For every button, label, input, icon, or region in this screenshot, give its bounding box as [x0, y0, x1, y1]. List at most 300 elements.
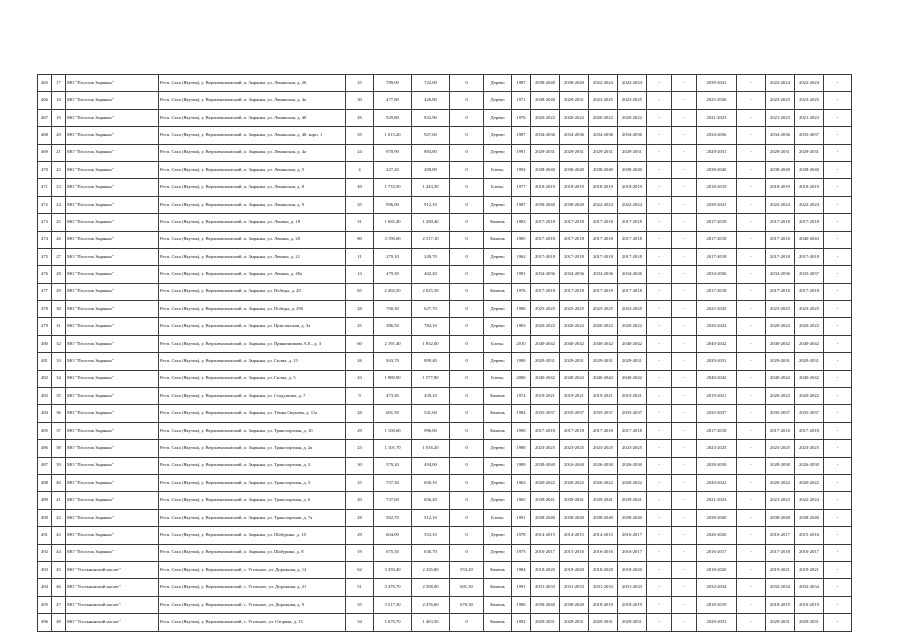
table-cell: 2010 [512, 335, 531, 352]
table-row [38, 214, 852, 231]
table-cell: 2017-2018 [795, 248, 824, 265]
table-cell: Дерево [484, 109, 512, 126]
table-cell: 2029-2031 [531, 353, 560, 370]
table-cell: 2029-2031 [589, 614, 618, 631]
table-cell: 2039-2041 [589, 492, 618, 509]
table-cell: Респ. Саха (Якутия), у. Верхнеколымский, п. Зырянка, ул. Ленина, д. 21 [159, 248, 346, 265]
table-cell: Респ. Саха (Якутия), у. Верхнеколымский, п. Зырянка, ул. Победы, д. 20 [159, 283, 346, 300]
table-cell: 630,70 [412, 544, 450, 561]
table-cell: 2023-2025 [531, 440, 560, 457]
table-cell: 2017-2018 [531, 231, 560, 248]
table-cell: - [824, 474, 852, 491]
table-cell: 2017-2018 [766, 231, 795, 248]
table-cell: Респ. Саха (Якутия), у. Верхнеколымский, п. Зырянка, ул. Победы, д. 29б [159, 301, 346, 318]
table-cell: - [737, 161, 766, 178]
table-cell: 34 [52, 370, 66, 387]
table-cell: - [672, 353, 697, 370]
table-cell: 1988 [512, 301, 531, 318]
table-cell: - [824, 248, 852, 265]
table-cell: 2020-2022 [766, 318, 795, 335]
table-cell: 31 [52, 318, 66, 335]
table-cell: - [647, 353, 672, 370]
table-row [38, 370, 852, 387]
table-row [38, 231, 852, 248]
table-cell: 2017-2018 [531, 248, 560, 265]
table-cell: 627,70 [412, 301, 450, 318]
table-row [38, 335, 852, 352]
table-cell: - [737, 75, 766, 92]
table-cell: 2019-2021 [589, 388, 618, 405]
table-cell: 0 [450, 283, 484, 300]
table-cell: 0 [450, 422, 484, 439]
table-cell: - [672, 109, 697, 126]
table-cell: 494 [38, 579, 52, 596]
table-cell: - [647, 318, 672, 335]
table-cell: 2015-2016 [795, 527, 824, 544]
table-cell: 2040-2043 [795, 231, 824, 248]
table-cell: 2026-2026 [697, 527, 737, 544]
table-cell: Дерево [484, 127, 512, 144]
table-cell: 488 [38, 474, 52, 491]
table-row [38, 388, 852, 405]
table-cell: 2029-2031 [795, 144, 824, 161]
table-cell: МО "Поселок Зырянка" [66, 422, 159, 439]
table-cell: - [824, 440, 852, 457]
table-cell: 18 [52, 92, 66, 109]
table-cell: - [647, 440, 672, 457]
table-cell: 24 [346, 144, 374, 161]
table-cell: 2016-2017 [531, 544, 560, 561]
table-cell: 1989 [512, 457, 531, 474]
table-cell: - [672, 92, 697, 109]
table-cell: 2040-2042 [697, 370, 737, 387]
table-cell: Респ. Саха (Якутия), у. Верхнеколымский, с. Угольное, ул. Оторвая, д. 15 [159, 614, 346, 631]
table-cell: 478 [38, 301, 52, 318]
table-cell: МО "Угольнинский наслег" [66, 614, 159, 631]
table-cell: 2031-2033 [589, 579, 618, 596]
table-cell: 2 476,60 [412, 596, 450, 613]
table-cell: 722,00 [412, 75, 450, 92]
table-cell: МО "Поселок Зырянка" [66, 283, 159, 300]
table-cell: 2038-2040 [531, 457, 560, 474]
table-cell: 0 [450, 370, 484, 387]
table-cell: 2017-2018 [618, 231, 647, 248]
table-cell: 2017-2018 [560, 422, 589, 439]
table-cell: Респ. Саха (Якутия), у. Верхнеколымский, с. Угольное, ул. Дорожная, д. 9 [159, 596, 346, 613]
table-cell: - [672, 161, 697, 178]
table-cell: 2021-2023 [697, 109, 737, 126]
table-row [38, 109, 852, 126]
table-cell: 1991 [512, 144, 531, 161]
table-cell: 2034-2036 [618, 127, 647, 144]
table-cell: 2039-2041 [560, 492, 589, 509]
table-cell: 2038-2040 [531, 509, 560, 526]
table-cell: МО "Поселок Зырянка" [66, 457, 159, 474]
table-cell: 2034-2036 [531, 266, 560, 283]
table-cell: 2017-2018 [531, 283, 560, 300]
table-cell: 1 577,80 [412, 370, 450, 387]
table-cell: 2020-2022 [618, 474, 647, 491]
table-cell: 2026-2030 [618, 457, 647, 474]
table-cell: 2029-2031 [531, 144, 560, 161]
table-cell: - [672, 492, 697, 509]
table-cell: МО "Угольнинский наслег" [66, 561, 159, 578]
table-cell: - [824, 75, 852, 92]
table-cell: - [672, 75, 697, 92]
table-cell: - [672, 388, 697, 405]
table-cell: 30 [52, 301, 66, 318]
table-cell: 2034-2036 [589, 266, 618, 283]
table-cell: 2038-2040 [531, 75, 560, 92]
table-cell: - [647, 301, 672, 318]
table-row [38, 127, 852, 144]
table-cell: 2038-2040 [589, 161, 618, 178]
table-cell: 675,50 [374, 544, 412, 561]
table-cell: - [737, 144, 766, 161]
table-cell: Респ. Саха (Якутия), у. Верхнеколымский, п. Зырянка, ул. Тёмна Окунева, д. 11а [159, 405, 346, 422]
table-cell: 553,20 [450, 561, 484, 578]
table-cell: 2031-2033 [531, 579, 560, 596]
table-cell: 502,70 [374, 509, 412, 526]
table-cell: 35 [346, 196, 374, 213]
table-cell: Камень [484, 388, 512, 405]
table-cell: 476 [38, 266, 52, 283]
table-cell: - [647, 544, 672, 561]
table-cell: 2040-2042 [560, 335, 589, 352]
table-cell: 1990 [512, 422, 531, 439]
table-cell: 279,10 [374, 248, 412, 265]
table-cell: - [737, 527, 766, 544]
table-cell: 2017-2018 [618, 422, 647, 439]
table-cell: 2035-2037 [560, 405, 589, 422]
table-cell: 467 [38, 109, 52, 126]
table-cell: 30 [346, 92, 374, 109]
table-cell: 1983 [512, 214, 531, 231]
table-cell: 1962 [512, 248, 531, 265]
table-cell: 2021-2023 [766, 492, 795, 509]
table-cell: Респ. Саха (Якутия), у. Верхнеколымский, п. Зырянка, ул. Силиа, д. 5 [159, 370, 346, 387]
table-cell: Камень [484, 422, 512, 439]
table-cell: 832,90 [412, 109, 450, 126]
table-cell: Дерево [484, 527, 512, 544]
table-cell: МО "Поселок Зырянка" [66, 248, 159, 265]
table-cell: 1963 [512, 474, 531, 491]
table-cell: - [672, 474, 697, 491]
table-cell: 2040-2042 [531, 335, 560, 352]
table-cell: 3 517,30 [374, 596, 412, 613]
table-cell: 0 [450, 457, 484, 474]
table-cell: 0 [450, 440, 484, 457]
table-cell: Камень [484, 231, 512, 248]
table-cell: 1971 [512, 92, 531, 109]
table-cell: 601,50 [374, 405, 412, 422]
table-cell: 492 [38, 544, 52, 561]
table-cell: 477 [38, 283, 52, 300]
table-cell: - [672, 144, 697, 161]
table-cell: Камень [484, 214, 512, 231]
table-cell: 25 [52, 214, 66, 231]
table-cell: 737,60 [374, 492, 412, 509]
table-cell: 2018-2019 [531, 179, 560, 196]
table-cell: - [672, 457, 697, 474]
table-cell: 2038-2040 [531, 161, 560, 178]
table-cell: 2029-2031 [618, 353, 647, 370]
table-cell: МО "Поселок Зырянка" [66, 196, 159, 213]
table-cell: 495 [38, 596, 52, 613]
table-cell: 2019-2021 [795, 561, 824, 578]
table-cell: 2038-2040 [795, 161, 824, 178]
table-cell: 2038-2040 [531, 92, 560, 109]
table-row [38, 527, 852, 544]
table-cell: 43 [52, 527, 66, 544]
table-cell: 2020-2022 [795, 318, 824, 335]
table-cell: 0 [450, 474, 484, 491]
table-cell: - [824, 318, 852, 335]
table-cell: 2016-2017 [618, 527, 647, 544]
table-cell: - [737, 248, 766, 265]
table-cell: Дерево [484, 92, 512, 109]
table-cell: 2038-2040 [697, 161, 737, 178]
table-cell: - [737, 335, 766, 352]
table-cell: 2023-2025 [795, 92, 824, 109]
table-cell: 2040-2042 [766, 370, 795, 387]
table-cell: - [647, 196, 672, 213]
table-cell: 2040-2042 [766, 335, 795, 352]
table-cell: МО "Поселок Зырянка" [66, 75, 159, 92]
table-cell: - [737, 614, 766, 631]
table-row [38, 179, 852, 196]
table-cell: Дерево [484, 318, 512, 335]
table-cell: - [672, 614, 697, 631]
table-cell: МО "Поселок Зырянка" [66, 179, 159, 196]
table-cell: 2040-2042 [589, 335, 618, 352]
table-cell: 0 [450, 161, 484, 178]
table-cell: 1991 [512, 579, 531, 596]
table-cell: 2023-2025 [766, 440, 795, 457]
table-cell: - [672, 127, 697, 144]
table-cell: Дерево [484, 301, 512, 318]
table-row [38, 596, 852, 613]
table-cell: - [737, 492, 766, 509]
table-cell: 2029-2031 [697, 614, 737, 631]
table-cell: Камень [484, 614, 512, 631]
table-cell: 2025-2025 [531, 301, 560, 318]
table-cell: 2035-2037 [589, 405, 618, 422]
table-cell: - [824, 335, 852, 352]
table-cell: Дерево [484, 353, 512, 370]
table-cell: 2035-2037 [531, 405, 560, 422]
table-cell: 2017-2018 [589, 248, 618, 265]
table-cell: Дерево [484, 457, 512, 474]
table-cell: - [647, 474, 672, 491]
table-cell: 2017-2018 [697, 231, 737, 248]
table-cell: - [672, 231, 697, 248]
table-row [38, 248, 852, 265]
table-cell: - [824, 579, 852, 596]
table-cell: 470 [38, 161, 52, 178]
table-cell: - [737, 318, 766, 335]
table-cell: 2040-2042 [589, 370, 618, 387]
table-cell: 2020-2022 [697, 474, 737, 491]
table-cell: 2020-2022 [766, 474, 795, 491]
table-cell: МО "Поселок Зырянка" [66, 231, 159, 248]
table-cell: - [737, 231, 766, 248]
table-cell: 2022-2024 [618, 75, 647, 92]
table-cell: Дерево [484, 75, 512, 92]
table-cell: 0 [450, 353, 484, 370]
table-cell: - [647, 109, 672, 126]
table-cell: - [824, 127, 852, 144]
table-cell: 46 [52, 579, 66, 596]
table-cell: - [672, 266, 697, 283]
table-cell: 48 [52, 614, 66, 631]
table-cell: 2018-2019 [589, 179, 618, 196]
table-cell: - [647, 75, 672, 92]
table-cell: 1 832,00 [412, 335, 450, 352]
table-cell: 2034-2036 [697, 127, 737, 144]
table-cell: 1 290,40 [412, 214, 450, 231]
table-cell: 2015-2016 [560, 544, 589, 561]
table-cell: Респ. Саха (Якутия), у. Верхнеколымский, п. Зырянка, ул. Ленина, д. 18 [159, 214, 346, 231]
table-cell: 2023-2025 [795, 301, 824, 318]
table-cell: 2034-2036 [766, 127, 795, 144]
table-cell: Респ. Саха (Якутия), у. Верхнеколымский, п. Зырянка, ул. Пряничникова А.Е., д. 3 [159, 335, 346, 352]
table-cell: 2020-2022 [766, 388, 795, 405]
table-cell: 2018-2019 [618, 596, 647, 613]
table-cell: 2020-2022 [560, 318, 589, 335]
table-cell: 25 [346, 474, 374, 491]
table-cell: 2016-2016 [589, 544, 618, 561]
table-cell: 485 [38, 422, 52, 439]
table-cell: 2032-2034 [697, 579, 737, 596]
table-cell: 3 479,70 [374, 579, 412, 596]
table-cell: 656,20 [412, 492, 450, 509]
table-cell: 2039-2041 [618, 492, 647, 509]
table-cell: 25 [346, 318, 374, 335]
table-cell: 2017-2018 [795, 283, 824, 300]
table-cell: 2018-2019 [795, 596, 824, 613]
table-cell: 3 359,40 [374, 561, 412, 578]
table-cell: 2029-2031 [560, 144, 589, 161]
table-cell: - [824, 301, 852, 318]
table-cell: 2032-2034 [766, 579, 795, 596]
table-cell: 2040-2042 [618, 370, 647, 387]
table-cell: Камень [484, 579, 512, 596]
table-cell: 2017-2018 [560, 214, 589, 231]
table-cell: - [647, 161, 672, 178]
table-cell: 2017-2018 [531, 422, 560, 439]
table-cell: Респ. Саха (Якутия), у. Верхнеколымский, п. Зырянка, ул. Ленинская, д. 4а [159, 92, 346, 109]
table-cell: - [737, 544, 766, 561]
table-cell: МО "Поселок Зырянка" [66, 474, 159, 491]
table-cell: 2019-2021 [618, 388, 647, 405]
table-cell: - [737, 388, 766, 405]
table-cell: 28 [346, 405, 374, 422]
table-cell: 912,10 [412, 196, 450, 213]
table-cell: МО "Поселок Зырянка" [66, 161, 159, 178]
table-cell: Камень [484, 596, 512, 613]
table-cell: 1985 [512, 231, 531, 248]
table-cell: 17 [52, 75, 66, 92]
table-cell: 2029-2031 [766, 614, 795, 631]
table-cell: 1987 [512, 196, 531, 213]
table-cell: Дерево [484, 266, 512, 283]
table-cell: 2020-2022 [589, 318, 618, 335]
table-cell: 1987 [512, 127, 531, 144]
table-cell: 894,80 [412, 144, 450, 161]
table-cell: 2018-2020 [560, 561, 589, 578]
table-cell: Респ. Саха (Якутия), у. Верхнеколымский, п. Зырянка, ул. Пристанская, д. 3а [159, 318, 346, 335]
table-cell: - [737, 474, 766, 491]
table-cell: - [672, 561, 697, 578]
table-cell: Дерево [484, 474, 512, 491]
table-cell: 1 733,50 [374, 179, 412, 196]
table-cell: 1976 [512, 109, 531, 126]
table-cell: 11 [346, 248, 374, 265]
table-cell: 19 [346, 544, 374, 561]
table-cell: - [737, 109, 766, 126]
table-cell: 2017-2018 [589, 283, 618, 300]
table-cell: 2 517,10 [412, 231, 450, 248]
table-cell: Блочн. [484, 179, 512, 196]
table-cell: - [824, 509, 852, 526]
table-cell: 2038-2040 [697, 509, 737, 526]
table-cell: 249,70 [412, 248, 450, 265]
table-cell: 26 [346, 353, 374, 370]
table-cell: 996,00 [374, 196, 412, 213]
table-cell: Респ. Саха (Якутия), у. Верхнеколымский, п. Зырянка, ул. Транспортная, д. 5 [159, 474, 346, 491]
table-cell: Респ. Саха (Якутия), у. Верхнеколымский, с. Угольное, ул. Дорожная, д. 12 [159, 561, 346, 578]
table-cell: - [737, 214, 766, 231]
table-row [38, 353, 852, 370]
table-cell: 473 [38, 214, 52, 231]
table-cell: 24 [52, 196, 66, 213]
table-cell: 2025-2025 [697, 301, 737, 318]
table-cell: 29 [52, 283, 66, 300]
table-cell: 2017-2018 [697, 214, 737, 231]
table-cell: 439,10 [412, 388, 450, 405]
table-cell: Камень [484, 283, 512, 300]
table-cell: 0 [450, 492, 484, 509]
table-cell: МО "Поселок Зырянка" [66, 109, 159, 126]
table-cell: 2018-2019 [618, 179, 647, 196]
table-cell: 1 016,20 [412, 440, 450, 457]
table-cell: 496 [38, 614, 52, 631]
table-cell: - [647, 127, 672, 144]
table-cell: Дерево [484, 492, 512, 509]
table-cell: 2021-2023 [766, 109, 795, 126]
table-cell: 2020-2022 [560, 474, 589, 491]
table-cell: МО "Поселок Зырянка" [66, 266, 159, 283]
table-cell: 2038-2040 [589, 509, 618, 526]
table-cell: Респ. Саха (Якутия), у. Верхнеколымский, п. Зырянка, ул. Ленинская, д. 40 [159, 109, 346, 126]
table-cell: - [672, 509, 697, 526]
table-row [38, 75, 852, 92]
table-cell: 2020-2022 [531, 109, 560, 126]
table-cell: 2018-2019 [795, 179, 824, 196]
table-cell: 471 [38, 179, 52, 196]
table-cell: 2020-2022 [697, 318, 737, 335]
table-row [38, 301, 852, 318]
table-cell: 943,70 [374, 353, 412, 370]
table-body [38, 75, 852, 632]
table-cell: МО "Поселок Зырянка" [66, 388, 159, 405]
table-cell: - [824, 492, 852, 509]
table-cell: 2017-2018 [589, 422, 618, 439]
table-cell: 2028-2030 [766, 457, 795, 474]
table-cell: 2020-2022 [531, 474, 560, 491]
table-cell: - [672, 422, 697, 439]
